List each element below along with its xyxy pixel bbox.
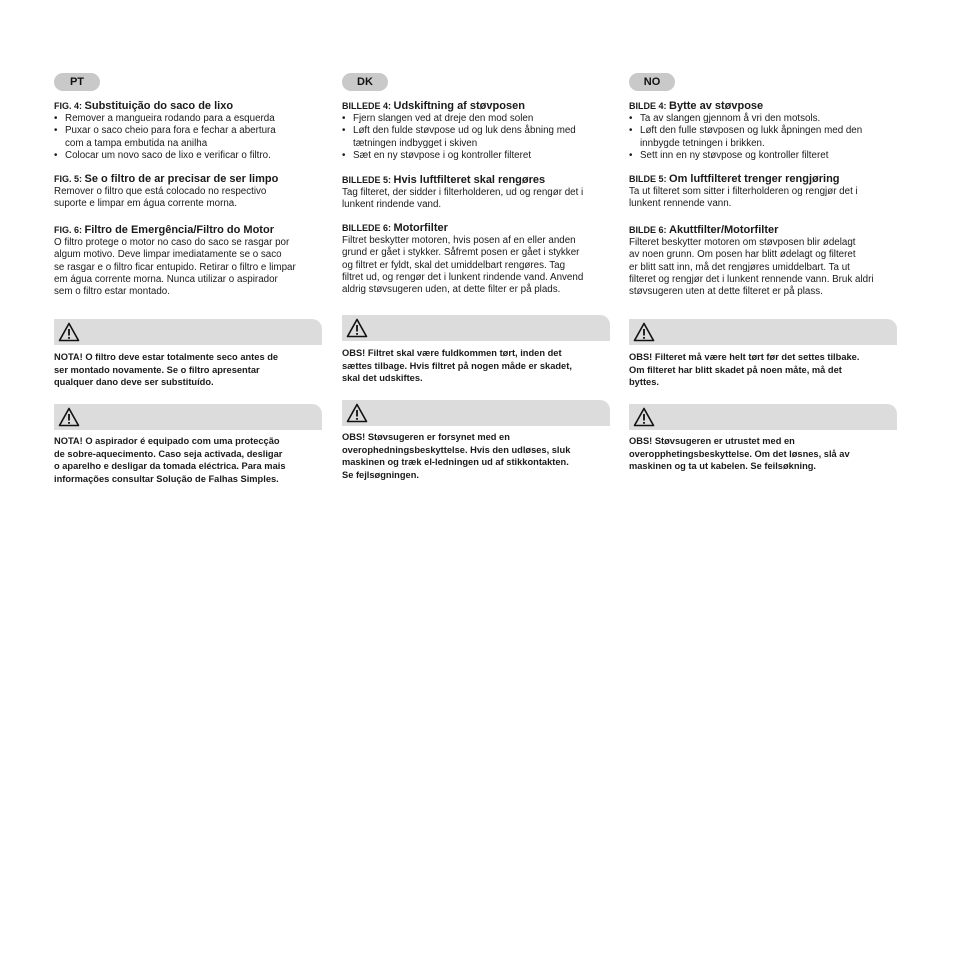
fig4-steps bbox=[342, 113, 612, 162]
warning-triangle-icon bbox=[346, 403, 368, 423]
fig4-heading: BILLEDE 4: Udskiftning af støvposen bbox=[342, 100, 525, 112]
warning-bar bbox=[54, 319, 322, 345]
warning-bar bbox=[629, 404, 897, 430]
fig5-section bbox=[54, 173, 324, 211]
fig5-heading: BILDE 5: Om luftfilteret trenger rengjøring bbox=[629, 173, 840, 185]
fig4-section bbox=[342, 100, 612, 162]
warning-triangle-icon bbox=[346, 318, 368, 338]
note-filter-dry: NOTA! O filtro deve estar totalmente seco antes de ser montado novamente. Se o filtro apresentar qualquer dano deve ser substituído. bbox=[54, 352, 279, 388]
note-filter-dry: OBS! Filtret skal være fuldkommen tørt, inden det sættes tilbage. Hvis filtret på nogen måde er skadet, skal det udskiftes. bbox=[342, 348, 572, 384]
fig5-heading: FIG. 5: Se o filtro de ar precisar de ser limpo bbox=[54, 173, 279, 185]
fig5-section bbox=[342, 174, 612, 212]
list-item: • Løft den fulde støvpose ud og luk dens åbning med tætningen indbygget i skiven bbox=[342, 125, 576, 149]
note-filter-dry: OBS! Filteret må være helt tørt før det settes tilbake. Om filteret har blitt skadet på noen måte, må det byttes. bbox=[629, 352, 860, 388]
warning-triangle-icon bbox=[58, 407, 80, 427]
fig6-section bbox=[629, 224, 899, 298]
warning-triangle-icon bbox=[633, 322, 655, 342]
column-pt bbox=[54, 72, 324, 484]
fig4-section bbox=[54, 100, 324, 162]
fig4-steps bbox=[629, 113, 899, 162]
note-overheat: OBS! Støvsugeren er forsynet med en overophedningsbeskyttelse. Hvis den udløses, sluk maskinen og træk el-ledningen ud af stikkontakten. Se fejlsøgningen. bbox=[342, 432, 571, 480]
warning-bar bbox=[342, 315, 610, 341]
fig6-text: Filteret beskytter motoren om støvposen blir ødelagt av noen grunn. Om posen har blitt ødelagt og filteret er blitt satt inn, må det rengjøres umiddelbart. Ta ut filteret og rengjør det i lunkent rennende vann. Bruk aldri støvsugeren uten at dette filteret er på plass. bbox=[629, 237, 874, 298]
fig5-text: Tag filteret, der sidder i filterholderen, ud og rengør det i lunkent rindende vand. bbox=[342, 187, 584, 211]
list-item: • Sæt en ny støvpose i og kontroller filteret bbox=[342, 149, 532, 161]
note-overheat: OBS! Støvsugeren er utrustet med en overopphetingsbeskyttelse. Om det løsnes, slå av maskinen og ta ut kabelen. Se feilsøkning. bbox=[629, 436, 850, 472]
fig4-heading: BILDE 4: Bytte av støvpose bbox=[629, 100, 764, 112]
fig4-section bbox=[629, 100, 899, 162]
fig5-text: Ta ut filteret som sitter i filterholderen og rengjør det i lunkent rennende vann. bbox=[629, 186, 858, 210]
note-overheat: NOTA! O aspirador é equipado com uma protecção de sobre-aquecimento. Caso seja activada, desligar o aparelho e desligar da tomada eléctrica. Para mais informações consultar Solução de Falhas Simples. bbox=[54, 436, 286, 484]
list-item: • Sett inn en ny støvpose og kontroller filteret bbox=[629, 149, 829, 161]
warning-bar bbox=[54, 404, 322, 430]
list-item: • Remover a mangueira rodando para a esquerda bbox=[54, 113, 275, 124]
fig6-heading: BILLEDE 6: Motorfilter bbox=[342, 222, 448, 234]
fig5-text: Remover o filtro que está colocado no respectivo suporte e limpar em água corrente morna. bbox=[54, 186, 267, 210]
fig5-section bbox=[629, 173, 899, 211]
list-item: • Fjern slangen ved at dreje den mod solen bbox=[342, 113, 534, 124]
list-item: • Ta av slangen gjennom å vri den motsols. bbox=[629, 113, 821, 124]
warning-triangle-icon bbox=[633, 407, 655, 427]
fig6-text: O filtro protege o motor no caso do saco se rasgar por algum motivo. Deve limpar imediatamente se o saco se rasgar e o filtro ficar entupido. Retirar o filtro e limpar em água corrente morna. Nunca utilizar o aspirador sem o filtro estar montado. bbox=[54, 237, 296, 298]
fig4-heading: FIG. 4: Substituição do saco de lixo bbox=[54, 100, 234, 112]
list-item: • Puxar o saco cheio para fora e fechar a abertura com a tampa embutida na anilha bbox=[54, 125, 276, 149]
fig6-section bbox=[54, 224, 324, 298]
language-badge: NO bbox=[629, 73, 675, 91]
warning-bar bbox=[629, 319, 897, 345]
column-no bbox=[629, 72, 899, 472]
language-badge: PT bbox=[54, 73, 100, 91]
fig6-heading: FIG. 6: Filtro de Emergência/Filtro do Motor bbox=[54, 224, 274, 236]
fig6-text: Filtret beskytter motoren, hvis posen af en eller anden grund er gået i stykker. Såfremt posen er gået i stykker og filtret er fyldt, skal det umiddelbart rengøres. Tag filtret ud, og rengør det i lunkent rindende vand. Anvend aldrig støvsugeren uden, at dette filter er på plads. bbox=[342, 235, 584, 296]
column-dk bbox=[342, 72, 612, 480]
language-badge: DK bbox=[342, 73, 388, 91]
warning-triangle-icon bbox=[58, 322, 80, 342]
list-item: • Løft den fulle støvposen og lukk åpningen med den innbygde tetningen i brikken. bbox=[629, 125, 863, 149]
warning-bar bbox=[342, 400, 610, 426]
list-item: • Colocar um novo saco de lixo e verificar o filtro. bbox=[54, 149, 271, 161]
fig5-heading: BILLEDE 5: Hvis luftfilteret skal rengøres bbox=[342, 174, 546, 186]
fig6-section bbox=[342, 222, 612, 296]
fig4-steps bbox=[54, 113, 324, 162]
fig6-heading: BILDE 6: Akuttfilter/Motorfilter bbox=[629, 224, 779, 236]
